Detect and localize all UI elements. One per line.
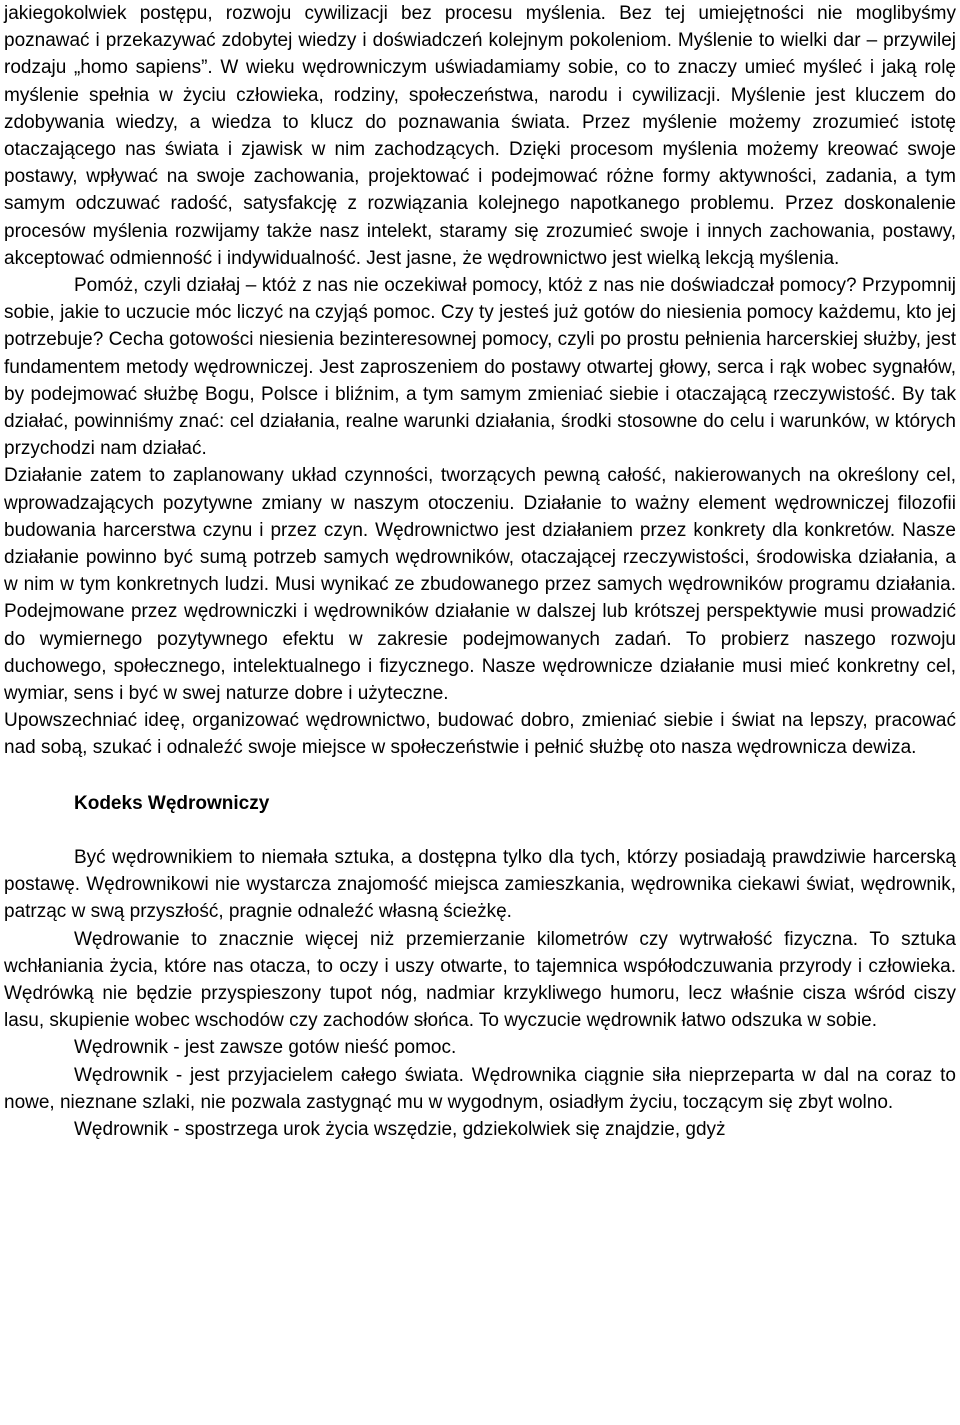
document-page [4,0,956,1143]
paragraph-action: Działanie zatem to zaplanowany układ czynności, tworzących pewną całość, nakierowanych na określony cel, wprowadzających pozytywne zmiany w naszym otoczeniu. Działanie to ważny element wędrowniczej filozofii budowania harcerstwa czynu i przez czyn. Wędrownictwo jest działaniem przez konkrety dla konkretów. Nasze działanie powinno być sumą potrzeb samych wędrowników, otaczającej rzeczywistości, środowiska działania, a w nim w tym konkretnych ludzi. Musi wynikać ze zbudowanego przez samych wędrowników programu działania. Podejmowane przez wędrowniczki i wędrowników działanie w dalszej lub krótszej perspektywie musi prowadzić do wymiernego pozytywnego efektu w zakresie podejmowanych zadań. To probierz naszego rozwoju duchowego, społecznego, intelektualnego i fizycznego. Nasze wędrownicze działanie musi mieć konkretny cel, wymiar, sens i być w swej naturze dobre i użyteczne. [4,465,956,705]
paragraph-charm-of-life: Wędrownik - spostrzega urok życia wszędzie, gdziekolwiek się znajdzie, gdyż [74,1118,726,1140]
paragraph-motto: Upowszechniać ideę, organizować wędrownictwo, budować dobro, zmieniać siebie i świat na lepszy, pracować nad sobą, szukać i odnaleźć swoje miejsce w społeczeństwie i pełnić służbę oto nasza wędrownicza dewiza. [4,710,956,759]
paragraph-wandering: Wędrowanie to znacznie więcej niż przemierzanie kilometrów czy wytrwałość fizyczna. To sztuka wchłaniania życia, które nas otacza, to oczy i uszy otwarte, to tajemnica współodczuwania przyrody i człowieka. Wędrówką nie będzie przyspieszony tupot nóg, nadmiar krzykliwego humoru, lecz właśnie cisza wśród ciszy lasu, skupienie wobec wschodów czy zachodów słońca. To wyczucie wędrownik łatwo odszuka w sobie. [4,928,956,1032]
paragraph-friend-of-world: Wędrownik - jest przyjacielem całego świata. Wędrownika ciągnie siła nieprzeparta w dal na coraz to nowe, nieznane szlaki, nie pozwala zastygnąć mu w wygodnym, osiadłym życiu, toczącym się zbyt wolno. [4,1064,956,1113]
section-heading: Kodeks Wędrowniczy [74,792,270,814]
paragraph-being-wanderer: Być wędrownikiem to niemała sztuka, a dostępna tylko dla tych, którzy posiadają prawdziwie harcerską postawę. Wędrownikowi nie wystarcza znajomość miejsca zamieszkania, wędrownika ciekawi świat, wędrownik, patrząc w swą przyszłość, pragnie odnaleźć własną ścieżkę. [4,846,956,923]
paragraph-help: Pomóż, czyli działaj – któż z nas nie oczekiwał pomocy, któż z nas nie doświadczał pomocy? Przypomnij sobie, jakie to uczucie móc liczyć na czyjąś pomoc. Czy ty jesteś już gotów do niesienia pomocy każdemu, kto jej potrzebuje? Cecha gotowości niesienia bezinteresownej pomocy, czyli po prostu pełnienia harcerskiej służby, jest fundamentem metody wędrowniczej. Jest zaproszeniem do postawy otwartej głowy, serca i rąk wobec sygnałów, by podejmować służbę Bogu, Polsce i bliźnim, a tym samym zmieniać siebie i otaczającą rzeczywistość. By tak działać, powinniśmy znać: cel działania, realne warunki działania, środki stosowne do celu i warunków, w których przychodzi nam działać. [4,275,956,460]
paragraph-ready-to-help: Wędrownik - jest zawsze gotów nieść pomoc. [74,1037,457,1059]
paragraph-thinking: jakiegokolwiek postępu, rozwoju cywilizacji bez procesu myślenia. Bez tej umiejętności nie moglibyśmy poznawać i przekazywać zdobytej wiedzy i doświadczeń kolejnym pokoleniom. Myślenie to wielki dar – przywilej rodzaju „homo sapiens”. W wieku wędrowniczym uświadamiamy sobie, co to znaczy umieć myśleć i jaką rolę myślenie spełnia w życiu człowieka, rodziny, społeczeństwa, narodu i cywilizacji. Myślenie jest kluczem do zdobywania wiedzy, a wiedza to klucz do poznawania świata. Przez myślenie możemy zrozumieć istotę otaczającego nas świata i zjawisk w nim zachodzących. Dzięki procesom myślenia możemy kreować swoje postawy, wpływać na swoje zachowania, projektować i podejmować różne formy aktywności, zadania, a tym samym odczuwać radość, satysfakcję z rozwiązania kolejnego napotkanego problemu. Przez doskonalenie procesów myślenia rozwijamy także nasz intelekt, staramy się zrozumieć swoje i innych zachowania, postawy, akceptować odmienność i indywidualność. Jest jasne, że wędrownictwo jest wielką lekcją myślenia. [4,3,956,269]
